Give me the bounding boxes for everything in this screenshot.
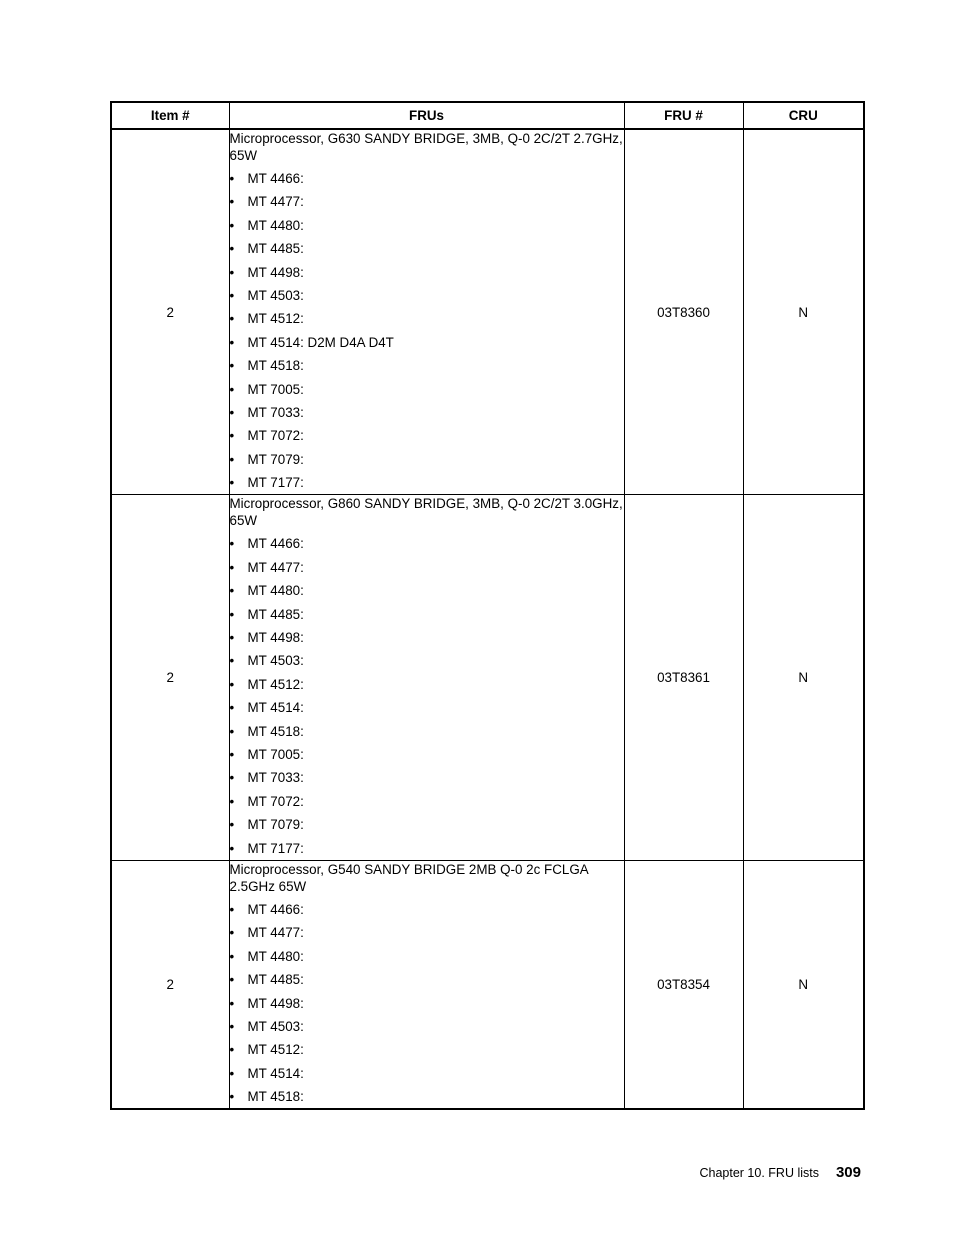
- machine-type-item: [230, 237, 624, 260]
- fru-description: Microprocessor, G630 SANDY BRIDGE, 3MB, Q-0 2C/2T 2.7GHz, 65W: [229, 131, 623, 163]
- machine-type-item: [230, 649, 624, 672]
- machine-type-label: MT 7079:: [247, 451, 304, 467]
- machine-type-label: MT 4518:: [247, 1089, 304, 1105]
- cell-fru-number: 03T8360: [624, 129, 743, 495]
- bullet-icon: •: [229, 840, 235, 856]
- bullet-icon: •: [229, 194, 235, 210]
- cell-item-number: 2: [111, 129, 229, 495]
- cell-cru: N: [743, 860, 864, 1109]
- machine-type-label: MT 7072:: [247, 793, 304, 809]
- machine-type-item: [230, 579, 624, 602]
- cell-frus: [229, 495, 624, 860]
- machine-type-label: MT 4480:: [247, 217, 304, 233]
- bullet-icon: •: [229, 676, 235, 692]
- machine-type-label: MT 4480:: [247, 948, 304, 964]
- fru-table: [110, 101, 865, 1110]
- machine-type-label: MT 4503:: [247, 653, 304, 669]
- machine-type-label: MT 7005:: [247, 746, 304, 762]
- machine-type-item: [230, 354, 624, 377]
- machine-type-item: [230, 992, 624, 1015]
- machine-type-label: MT 7079:: [247, 817, 304, 833]
- cell-frus: [229, 129, 624, 495]
- machine-type-label: MT 4466:: [247, 171, 304, 186]
- machine-type-label: MT 4512:: [247, 1042, 304, 1058]
- machine-type-label: MT 4485:: [247, 241, 304, 257]
- bullet-icon: •: [229, 630, 235, 646]
- bullet-icon: •: [229, 536, 235, 552]
- machine-type-item: [230, 743, 624, 766]
- machine-type-item: [230, 261, 624, 284]
- bullet-icon: •: [229, 287, 235, 303]
- bullet-icon: •: [229, 995, 235, 1011]
- machine-type-item: [230, 945, 624, 968]
- cell-fru-number: 03T8354: [624, 860, 743, 1109]
- machine-type-item: [230, 968, 624, 991]
- header-cru: CRU: [743, 102, 864, 129]
- bullet-icon: •: [229, 428, 235, 444]
- table-row: [111, 860, 864, 1109]
- table-header: [111, 102, 864, 129]
- table-row: [111, 495, 864, 860]
- machine-type-label: MT 4518:: [247, 358, 304, 374]
- cell-cru: N: [743, 495, 864, 860]
- machine-type-label: MT 4477:: [247, 559, 304, 575]
- machine-type-label: MT 4518:: [247, 723, 304, 739]
- bullet-icon: •: [229, 972, 235, 988]
- machine-type-item: [230, 378, 624, 401]
- machine-type-item: [230, 626, 624, 649]
- machine-type-item: [230, 448, 624, 471]
- table-body: [111, 129, 864, 1109]
- machine-type-item: [230, 813, 624, 836]
- machine-type-label: MT 4498:: [247, 630, 304, 646]
- machine-type-label: MT 7033:: [247, 404, 304, 420]
- machine-type-item: [230, 696, 624, 719]
- machine-type-item: [230, 790, 624, 813]
- machine-type-label: MT 4485:: [247, 606, 304, 622]
- bullet-icon: •: [229, 1065, 235, 1081]
- machine-type-item: [230, 898, 624, 921]
- bullet-icon: •: [229, 817, 235, 833]
- machine-type-label: MT 4514: D2M D4A D4T: [247, 334, 394, 350]
- machine-type-label: MT 4466:: [247, 901, 304, 917]
- machine-type-label: MT 4503:: [247, 1018, 304, 1034]
- machine-type-label: MT 4512:: [247, 311, 304, 327]
- bullet-icon: •: [229, 793, 235, 809]
- bullet-icon: •: [229, 404, 235, 420]
- machine-type-label: MT 7005:: [247, 381, 304, 397]
- machine-type-label: MT 4477:: [247, 194, 304, 210]
- machine-type-item: [230, 556, 624, 579]
- machine-type-item: [230, 307, 624, 330]
- bullet-icon: •: [229, 264, 235, 280]
- page-number: 309: [835, 1164, 861, 1181]
- bullet-icon: •: [229, 217, 235, 233]
- machine-type-label: MT 4480:: [247, 583, 304, 599]
- bullet-icon: •: [229, 606, 235, 622]
- cell-frus: [229, 860, 624, 1109]
- header-fru-number: FRU #: [624, 102, 743, 129]
- machine-type-list: [230, 167, 624, 494]
- machine-type-list: [230, 532, 624, 859]
- header-frus: FRUs: [229, 102, 624, 129]
- bullet-icon: •: [229, 925, 235, 941]
- machine-type-item: [230, 921, 624, 944]
- bullet-icon: •: [229, 1089, 235, 1105]
- bullet-icon: •: [229, 1018, 235, 1034]
- machine-type-label: MT 4485:: [247, 972, 304, 988]
- page-footer: [699, 1164, 861, 1181]
- machine-type-label: MT 7072:: [247, 428, 304, 444]
- machine-type-label: MT 7177:: [247, 840, 304, 856]
- bullet-icon: •: [229, 746, 235, 762]
- machine-type-label: MT 7033:: [247, 770, 304, 786]
- machine-type-label: MT 4498:: [247, 995, 304, 1011]
- machine-type-item: [230, 1062, 624, 1085]
- machine-type-label: MT 4514:: [247, 1065, 304, 1081]
- header-item-number: Item #: [111, 102, 229, 129]
- cell-fru-number: 03T8361: [624, 495, 743, 860]
- cell-item-number: 2: [111, 860, 229, 1109]
- bullet-icon: •: [229, 451, 235, 467]
- bullet-icon: •: [229, 475, 235, 491]
- bullet-icon: •: [229, 1042, 235, 1058]
- bullet-icon: •: [229, 171, 235, 186]
- machine-type-item: [230, 284, 624, 307]
- machine-type-label: MT 4477:: [247, 925, 304, 941]
- machine-type-item: [230, 167, 624, 190]
- machine-type-item: [230, 766, 624, 789]
- machine-type-item: [230, 603, 624, 626]
- bullet-icon: •: [229, 241, 235, 257]
- machine-type-item: [230, 190, 624, 213]
- machine-type-item: [230, 471, 624, 494]
- machine-type-label: MT 4512:: [247, 676, 304, 692]
- bullet-icon: •: [229, 653, 235, 669]
- machine-type-item: [230, 837, 624, 860]
- table-row: [111, 129, 864, 495]
- machine-type-item: [230, 532, 624, 555]
- machine-type-label: MT 4466:: [247, 536, 304, 552]
- machine-type-label: MT 4498:: [247, 264, 304, 280]
- machine-type-item: [230, 1038, 624, 1061]
- bullet-icon: •: [229, 700, 235, 716]
- header-row: [111, 102, 864, 129]
- machine-type-item: [230, 1085, 624, 1108]
- cell-item-number: 2: [111, 495, 229, 860]
- fru-description: Microprocessor, G860 SANDY BRIDGE, 3MB, Q-0 2C/2T 3.0GHz, 65W: [229, 496, 623, 529]
- machine-type-label: MT 7177:: [247, 475, 304, 491]
- bullet-icon: •: [229, 770, 235, 786]
- bullet-icon: •: [229, 901, 235, 917]
- bullet-icon: •: [229, 559, 235, 575]
- machine-type-item: [230, 214, 624, 237]
- chapter-title: Chapter 10. FRU lists: [699, 1166, 819, 1180]
- bullet-icon: •: [229, 381, 235, 397]
- machine-type-item: [230, 1015, 624, 1038]
- machine-type-item: [230, 673, 624, 696]
- machine-type-item: [230, 331, 624, 354]
- machine-type-list: [230, 898, 624, 1109]
- machine-type-item: [230, 720, 624, 743]
- bullet-icon: •: [229, 948, 235, 964]
- bullet-icon: •: [229, 334, 235, 350]
- machine-type-label: MT 4503:: [247, 287, 304, 303]
- machine-type-label: MT 4514:: [247, 700, 304, 716]
- bullet-icon: •: [229, 311, 235, 327]
- bullet-icon: •: [229, 583, 235, 599]
- bullet-icon: •: [229, 358, 235, 374]
- fru-description: Microprocessor, G540 SANDY BRIDGE 2MB Q-0 2c FCLGA 2.5GHz 65W: [229, 861, 588, 894]
- bullet-icon: •: [229, 723, 235, 739]
- cell-cru: N: [743, 129, 864, 495]
- machine-type-item: [230, 424, 624, 447]
- machine-type-item: [230, 401, 624, 424]
